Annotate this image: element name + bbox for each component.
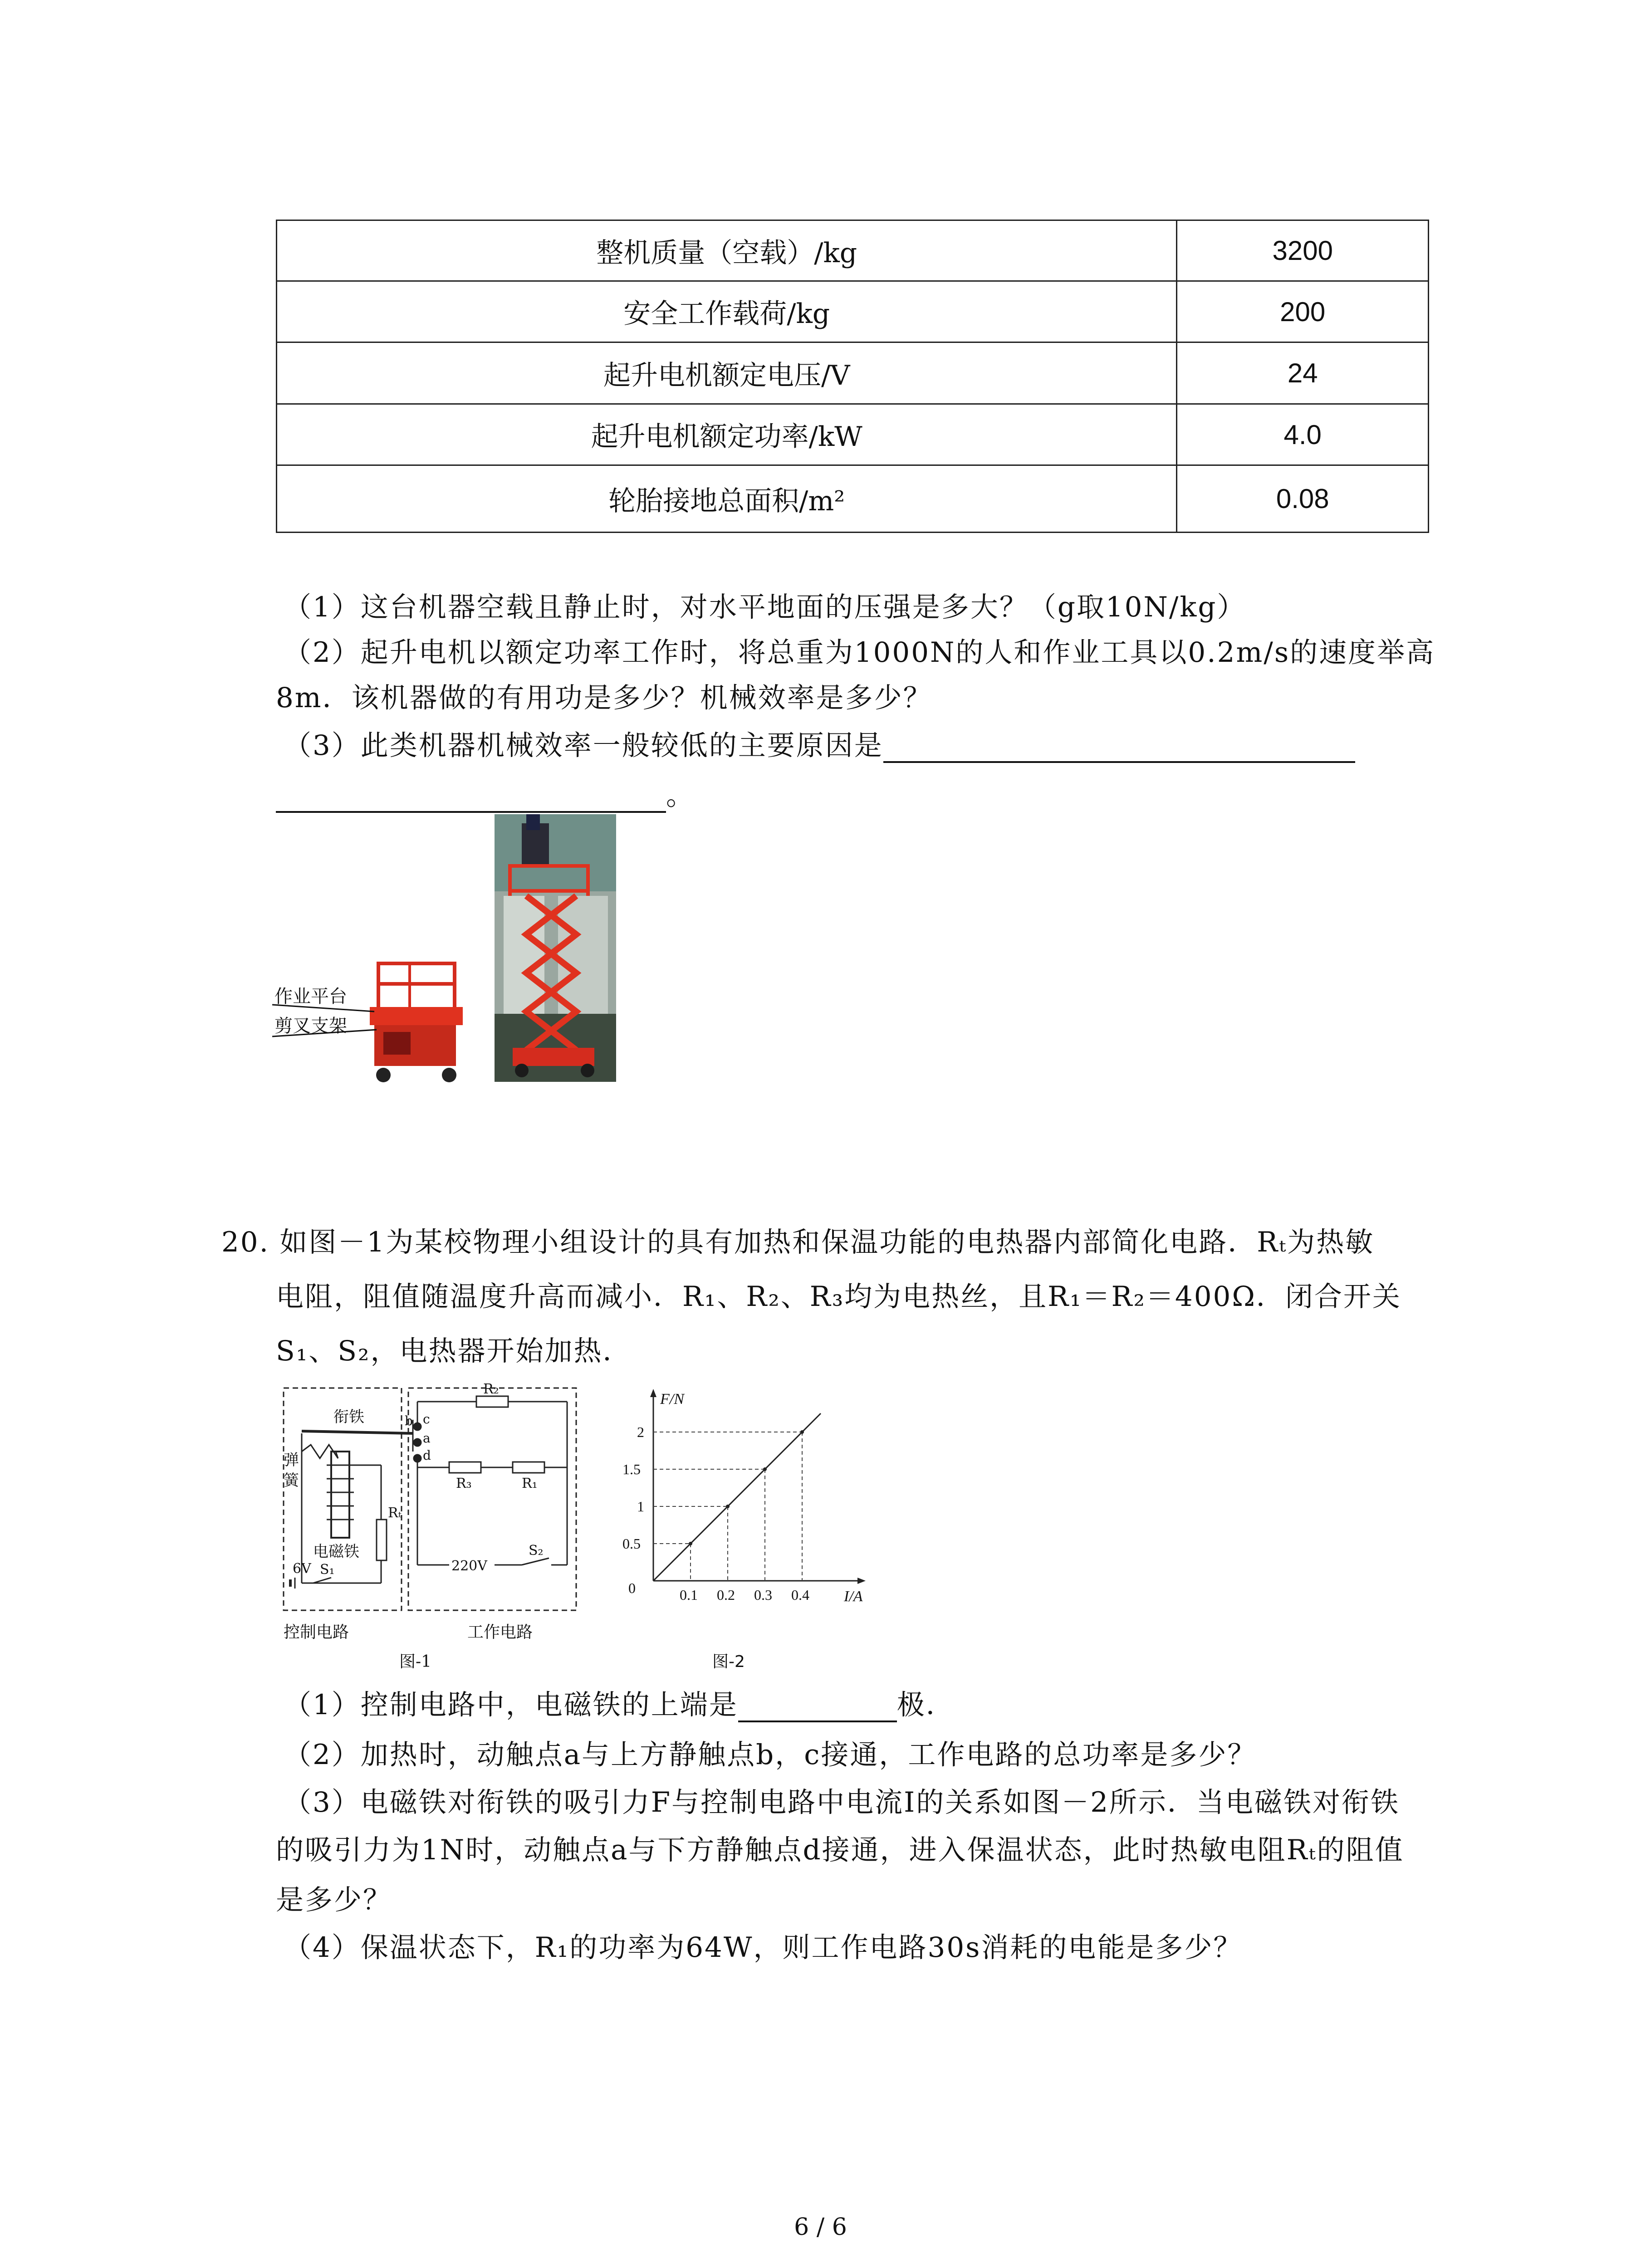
y-tick-label: 0.5 <box>622 1535 641 1552</box>
label-contact-c: c <box>423 1412 430 1427</box>
table-row <box>277 404 1429 465</box>
table-cell-value: 200 <box>1177 281 1429 342</box>
label-electromagnet: 电磁铁 <box>313 1543 359 1561</box>
table-cell-name: 起升电机额定功率/kW <box>277 404 1177 465</box>
data-point <box>800 1430 804 1434</box>
x-tick-label: 0.2 <box>717 1587 735 1603</box>
label-contact-b: b <box>405 1413 413 1428</box>
q19-part3 <box>284 723 1355 763</box>
table-row <box>277 465 1429 533</box>
label-r3: R₃ <box>456 1476 472 1491</box>
label-s2: S₂ <box>529 1543 544 1559</box>
label-contact-a: a <box>423 1431 431 1446</box>
caption-fig1: 图-1 <box>399 1652 432 1671</box>
table-row <box>277 342 1429 404</box>
label-contact-d: d <box>423 1448 431 1463</box>
x-axis-label: I/A <box>844 1588 863 1605</box>
x-tick-label: 0.1 <box>680 1587 698 1603</box>
table-cell-name: 安全工作载荷/kg <box>277 281 1177 342</box>
q20-intro-line1: 20. 如图－1为某校物理小组设计的具有加热和保温功能的电热器内部简化电路．Rₜ为热敏 <box>221 1226 1375 1258</box>
label-spring-1: 弹 <box>284 1451 299 1469</box>
q19-part3-end: 。 <box>666 779 696 811</box>
x-tick-label: 0.4 <box>791 1587 809 1603</box>
page-number: 6 / 6 <box>794 2214 847 2241</box>
table-cell-name: 轮胎接地总面积/m² <box>277 465 1177 533</box>
scissor-lift-folded-image <box>272 939 472 1095</box>
x-axis-arrow <box>857 1578 866 1584</box>
label-spring-2: 簧 <box>284 1471 299 1490</box>
q20-intro-line3: S₁、S₂，电热器开始加热． <box>276 1335 632 1367</box>
q19-part3-continuation <box>276 773 695 813</box>
table-cell-value: 4.0 <box>1177 404 1429 465</box>
label-6v: 6V <box>293 1561 311 1577</box>
label-rt: Rₜ <box>388 1505 402 1521</box>
answer-blank <box>276 784 666 813</box>
y-axis-arrow <box>650 1389 656 1397</box>
x-tick-label: 0.3 <box>754 1587 772 1603</box>
q20-part3-line2: 的吸引力为1N时，动触点a与下方静触点d接通，进入保温状态，此时热敏电阻Rₜ的阻值 <box>276 1834 1404 1866</box>
q20-part1-text: （1）控制电路中，电磁铁的上端是 <box>284 1689 738 1721</box>
label-control-circuit: 控制电路 <box>284 1623 349 1642</box>
answer-blank <box>738 1693 897 1722</box>
y-tick-label: 1 <box>637 1498 644 1515</box>
label-work-circuit: 工作电路 <box>467 1623 533 1642</box>
q20-intro-line2: 电阻，阻值随温度升高而减小．R₁、R₂、R₃均为电热丝，且R₁＝R₂＝400Ω．闭合开关 <box>276 1281 1401 1313</box>
q20-part3-line3: 是多少？ <box>276 1884 392 1916</box>
y-axis-label: F/N <box>660 1391 684 1408</box>
q19-part1: （1）这台机器空载且静止时，对水平地面的压强是多大？（g取10N/kg） <box>284 591 1246 623</box>
label-r2: R₂ <box>483 1383 499 1397</box>
q20-part1-end: 极． <box>896 1689 955 1721</box>
q20-part1 <box>284 1683 955 1722</box>
label-220v: 220V <box>451 1558 487 1574</box>
y-tick-label: 1.5 <box>622 1461 641 1477</box>
label-scissor-frame: 剪叉支架 <box>274 1016 347 1036</box>
spec-table <box>276 220 1429 533</box>
table-cell-value: 3200 <box>1177 220 1429 281</box>
scissor-lift-raised-image <box>495 814 616 1082</box>
label-armature: 衔铁 <box>333 1408 364 1426</box>
force-current-graph <box>617 1383 871 1674</box>
q19-part3-text: （3）此类机器机械效率一般较低的主要原因是 <box>284 729 883 762</box>
label-work-platform: 作业平台 <box>274 986 347 1007</box>
y-tick-label: 2 <box>637 1424 644 1440</box>
origin-label: 0 <box>628 1580 636 1596</box>
table-cell-value: 24 <box>1177 342 1429 404</box>
q20-part3-line1: （3）电磁铁对衔铁的吸引力F与控制电路中电流I的关系如图－2所示．当电磁铁对衔铁 <box>284 1786 1400 1818</box>
data-point <box>726 1505 730 1508</box>
data-point <box>689 1542 692 1545</box>
answer-blank <box>883 734 1355 763</box>
q19-part2-line2: 8m．该机器做的有用功是多少？机械效率是多少？ <box>276 682 932 714</box>
circuit-diagram <box>277 1383 585 1674</box>
table-row <box>277 281 1429 342</box>
label-r1: R₁ <box>522 1476 538 1491</box>
q19-part2-line1: （2）起升电机以额定功率工作时，将总重为1000N的人和作业工具以0.2m/s的速度举高 <box>284 636 1435 669</box>
table-cell-value: 0.08 <box>1177 465 1429 533</box>
table-cell-name: 起升电机额定电压/V <box>277 342 1177 404</box>
q20-part4: （4）保温状态下，R₁的功率为64W，则工作电路30s消耗的电能是多少？ <box>284 1931 1243 1964</box>
label-s1: S₁ <box>320 1562 335 1578</box>
caption-fig2: 图-2 <box>712 1652 745 1671</box>
q20-part2: （2）加热时，动触点a与上方静触点b，c接通，工作电路的总功率是多少？ <box>284 1739 1257 1771</box>
work-circuit-box <box>408 1388 576 1610</box>
series-line <box>653 1413 821 1581</box>
table-cell-name: 整机质量（空载）/kg <box>277 220 1177 281</box>
data-point <box>763 1467 767 1471</box>
table-row <box>277 220 1429 281</box>
